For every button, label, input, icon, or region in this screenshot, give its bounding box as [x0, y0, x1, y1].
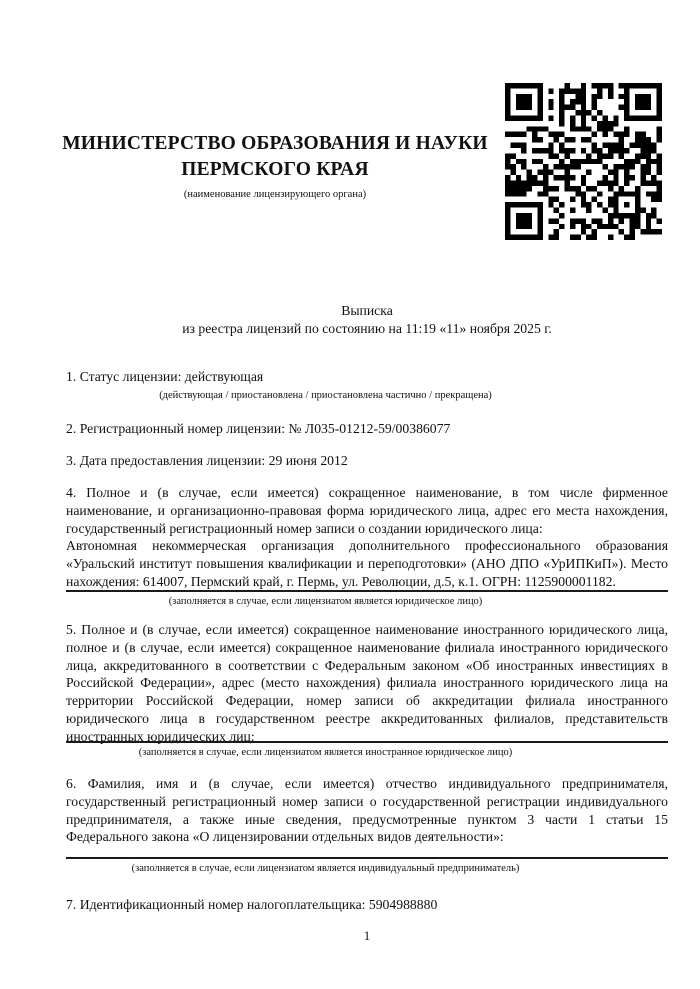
legal-entity-intro: 4. Полное и (в случае, если имеется) сокращенное наименование, в том числе фирменное наименование, и организационно-правовая форма юридического лица, адрес его места нахождения, государственный регистрационный номер записи о создании юридического лица:	[66, 485, 668, 536]
foreign-entity-rule	[66, 741, 668, 743]
foreign-entity-section	[66, 621, 668, 746]
legal-entity-section	[66, 484, 668, 591]
document-title-line2: из реестра лицензий по состоянию на 11:19 «11» ноября 2025 г.	[182, 321, 552, 336]
entrepreneur-rule	[66, 857, 668, 859]
document-title	[66, 302, 668, 338]
licensing-authority-note: (наименование лицензирующего органа)	[183, 189, 367, 200]
entrepreneur-intro: 6. Фамилия, имя и (в случае, если имеется) отчество индивидуального предпринимателя, государственный регистрационный номер записи о государственной регистрации индивидуального предпринимателя, а также иные сведения, предусмотренные пунктом 3 части 1 статьи 15 Федерального закона «О лицензировании отдельных видов деятельности»:	[66, 776, 668, 845]
grant-date-line: 3. Дата предоставления лицензии: 29 июня 2012	[66, 453, 348, 468]
legal-entity-note: (заполняется в случае, если лицензиатом является юридическое лицо)	[168, 596, 483, 607]
ministry-name-line2: ПЕРМСКОГО КРАЯ	[181, 159, 369, 180]
entrepreneur-note: (заполняется в случае, если лицензиатом является индивидуальный предприниматель)	[131, 863, 520, 874]
status-options-note: (действующая / приостановлена / приостановлена частично / прекращена)	[159, 390, 492, 401]
license-status-line: 1. Статус лицензии: действующая	[66, 369, 264, 384]
legal-entity-value: Автономная некоммерческая организация дополнительного профессионального образования «Уральский институт повышения квалификации и переподготовки» (АНО ДПО «УрИПКиП»). Место нахождения: 614007, Пермский край, г. Пермь, ул. Революции, д.5, к.1. ОГРН: 1125900001182.	[66, 538, 668, 589]
document-title-line1: Выписка	[341, 303, 393, 318]
taxpayer-number-line: 7. Идентификационный номер налогоплательщика: 5904988880	[66, 897, 438, 912]
foreign-entity-note: (заполняется в случае, если лицензиатом является иностранное юридическое лицо)	[138, 747, 513, 758]
foreign-entity-intro: 5. Полное и (в случае, если имеется) сокращенное наименование иностранного юридического лица, полное и (в случае, если имеется) сокращенное наименование филиала иностранного юридического лица, аккредитованного в соответствии с Федеральным законом «Об иностранных инвестициях в Российской Федерации», адрес (место нахождения) филиала иностранного юридического лица на территории Российской Федерации, номер записи об аккредитации филиала иностранного юридического лица в государственном реестре аккредитованных филиалов, представительств иностранных юридических лиц:	[66, 622, 668, 744]
entrepreneur-section	[66, 775, 668, 846]
qr-code	[505, 83, 662, 240]
page-number: 1	[363, 928, 371, 943]
legal-entity-rule	[66, 590, 668, 592]
licensing-authority-header	[55, 131, 495, 201]
registration-number-line: 2. Регистрационный номер лицензии: № Л035-01212-59/00386077	[66, 421, 451, 436]
ministry-name-line1: МИНИСТЕРСТВО ОБРАЗОВАНИЯ И НАУКИ	[62, 133, 488, 154]
